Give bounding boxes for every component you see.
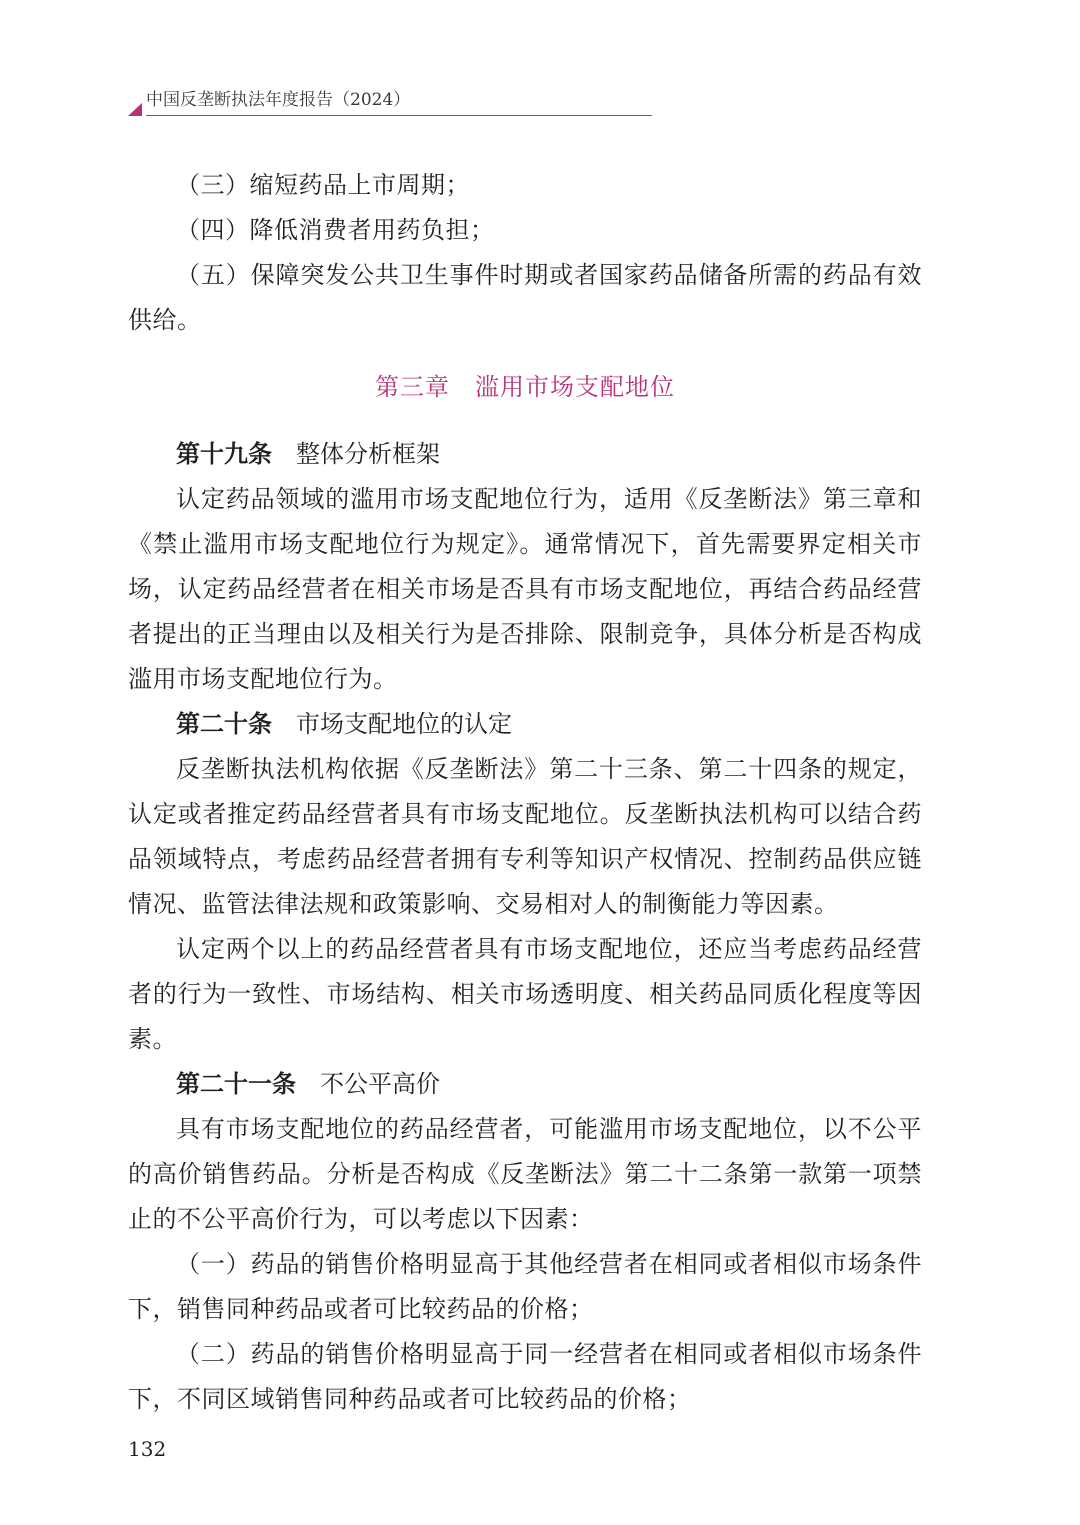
- body-paragraph: 认定药品领域的滥用市场支配地位行为，适用《反垄断法》第三章和《禁止滥用市场支配地位行为规定》。通常情况下，首先需要界定相关市场，认定药品经营者在相关市场是否具有市场支配地位，再结合药品经营者提出的正当理由以及相关行为是否排除、限制竞争，具体分析是否构成滥用市场支配地位行为。: [128, 485, 922, 693]
- header-triangle-icon: [128, 103, 142, 116]
- article-title: 市场支配地位的认定: [296, 710, 512, 738]
- list-item: （一）药品的销售价格明显高于其他经营者在相同或者相似市场条件下，销售同种药品或者可比较药品的价格；: [128, 1250, 922, 1323]
- list-item: （五）保障突发公共卫生事件时期或者国家药品储备所需的药品有效供给。: [128, 261, 922, 334]
- article-heading: [128, 702, 922, 747]
- page-body: [128, 163, 922, 1422]
- list-item: （三）缩短药品上市周期；: [176, 171, 470, 199]
- body-paragraph: 具有市场支配地位的药品经营者，可能滥用市场支配地位，以不公平的高价销售药品。分析是否构成《反垄断法》第二十二条第一款第一项禁止的不公平高价行为，可以考虑以下因素：: [128, 1115, 922, 1233]
- article-title: 整体分析框架: [296, 440, 440, 468]
- header-title: 中国反垄断执法年度报告（2024）: [146, 90, 411, 110]
- article-heading: [128, 432, 922, 477]
- article-number: 第十九条: [176, 440, 272, 468]
- header-rule: [146, 115, 652, 116]
- list-item: （四）降低消费者用药负担；: [176, 216, 495, 244]
- body-paragraph: 反垄断执法机构依据《反垄断法》第二十三条、第二十四条的规定，认定或者推定药品经营者具有市场支配地位。反垄断执法机构可以结合药品领域特点，考虑药品经营者拥有专利等知识产权情况、控制药品供应链情况、监管法律法规和政策影响、交易相对人的制衡能力等因素。: [128, 755, 922, 918]
- article-heading: [128, 1062, 922, 1107]
- body-paragraph: 认定两个以上的药品经营者具有市场支配地位，还应当考虑药品经营者的行为一致性、市场结构、相关市场透明度、相关药品同质化程度等因素。: [128, 935, 922, 1053]
- article-number: 第二十条: [176, 710, 272, 738]
- article-title: 不公平高价: [320, 1070, 440, 1098]
- page-number: 132: [128, 1437, 167, 1461]
- running-header: [128, 87, 652, 117]
- article-number: 第二十一条: [176, 1070, 296, 1098]
- chapter-title: 第三章 滥用市场支配地位: [375, 373, 675, 401]
- list-item: （二）药品的销售价格明显高于同一经营者在相同或者相似市场条件下，不同区域销售同种药品或者可比较药品的价格；: [128, 1340, 922, 1413]
